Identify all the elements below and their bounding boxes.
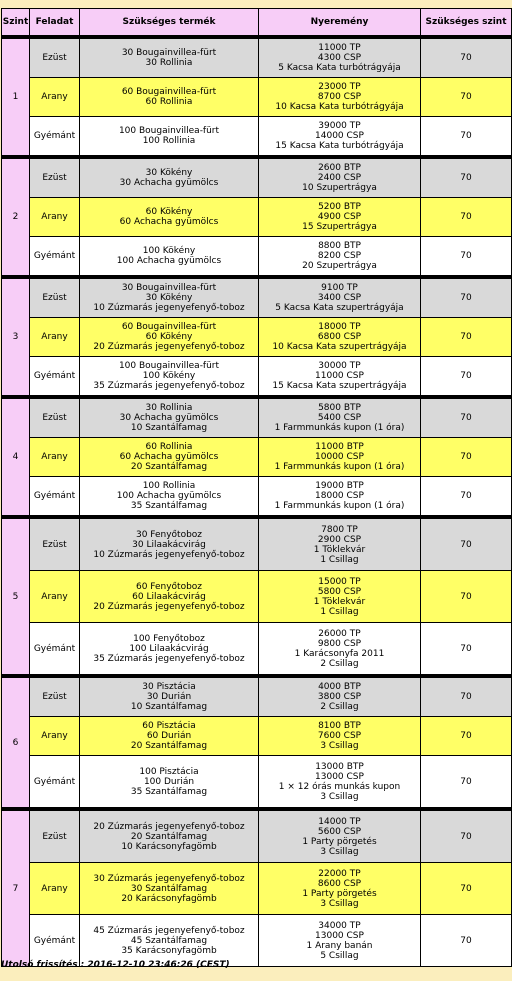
required-item: 60 Bougainvillea-fürt — [121, 87, 217, 97]
required-level-cell: 70 — [421, 159, 512, 198]
reward-item: 9800 CSP — [317, 638, 362, 649]
required-item: 45 Szantálfamag — [130, 935, 208, 946]
task-tier-cell: Gyémánt — [30, 477, 80, 516]
reward-cell — [259, 811, 421, 863]
required-item: 30 Achacha gyümölcs — [119, 413, 219, 423]
level-cell: 3 — [2, 279, 30, 396]
reward-item: 2 Csillag — [320, 658, 359, 669]
table-row — [2, 78, 512, 117]
header-required-products: Szükséges termék — [80, 9, 259, 36]
required-products-cell — [80, 571, 259, 623]
required-item: 100 Achacha gyümölcs — [116, 256, 222, 266]
reward-item: 19000 BTP — [315, 481, 364, 491]
table-row — [2, 571, 512, 623]
table-row — [2, 159, 512, 198]
reward-item: 5600 CSP — [317, 826, 362, 837]
required-item: 20 Zúzmarás jegenyefenyő-toboz — [93, 601, 245, 612]
reward-item: 26000 TP — [318, 628, 361, 639]
required-item: 20 Szantálfamag — [130, 831, 208, 842]
table-row — [2, 318, 512, 357]
reward-item: 10 Kacsa Kata szupertrágyája — [272, 342, 407, 352]
task-tier-cell: Arany — [30, 438, 80, 477]
required-item: 100 Pisztácia — [139, 766, 199, 777]
task-tier-cell: Arany — [30, 717, 80, 756]
reward-item: 1 × 12 órás munkás kupon — [278, 781, 401, 792]
reward-item: 1 Karácsonyfa 2011 — [294, 648, 385, 659]
quest-table — [1, 8, 512, 967]
required-products-cell — [80, 519, 259, 571]
task-tier-cell: Arany — [30, 318, 80, 357]
required-level-cell: 70 — [421, 438, 512, 477]
reward-item: 1 Party pörgetés — [302, 836, 377, 847]
header-reward: Nyeremény — [259, 9, 421, 36]
required-level-cell: 70 — [421, 279, 512, 318]
required-products-cell — [80, 78, 259, 117]
reward-item: 1 Csillag — [320, 554, 359, 565]
required-products-cell — [80, 863, 259, 915]
reward-item: 3400 CSP — [317, 293, 362, 303]
required-item: 100 Kökény — [142, 371, 196, 381]
reward-item: 5 Csillag — [320, 950, 359, 961]
required-item: 30 Bougainvillea-fürt — [121, 283, 217, 293]
reward-item: 4900 CSP — [317, 212, 362, 222]
table-row — [2, 39, 512, 78]
required-item: 30 Pisztácia — [142, 682, 196, 692]
reward-item: 39000 TP — [318, 121, 361, 131]
reward-item: 14000 CSP — [315, 131, 364, 141]
reward-item: 3 Csillag — [320, 846, 359, 857]
reward-item: 1 Arany banán — [306, 940, 373, 951]
reward-item: 15 Kacsa Kata turbótrágyája — [275, 141, 404, 151]
required-level-cell: 70 — [421, 78, 512, 117]
header-task: Feladat — [30, 9, 80, 36]
required-products-cell — [80, 623, 259, 675]
required-products-cell — [80, 811, 259, 863]
required-item: 20 Szantálfamag — [130, 741, 208, 751]
required-item: 30 Bougainvillea-fürt — [121, 48, 217, 58]
table-row — [2, 237, 512, 276]
task-tier-cell: Ezüst — [30, 39, 80, 78]
reward-cell — [259, 438, 421, 477]
reward-item: 10 Kacsa Kata turbótrágyája — [275, 102, 404, 112]
required-products-cell — [80, 279, 259, 318]
reward-item: 13000 BTP — [315, 761, 364, 772]
reward-item: 2900 CSP — [317, 534, 362, 545]
reward-item: 10 Szupertrágya — [302, 183, 377, 193]
required-item: 100 Rollinia — [142, 136, 196, 146]
reward-item: 18000 TP — [318, 322, 361, 332]
level-cell: 5 — [2, 519, 30, 675]
task-tier-cell: Gyémánt — [30, 756, 80, 808]
table-row — [2, 756, 512, 808]
reward-item: 18000 CSP — [315, 491, 364, 501]
required-level-cell: 70 — [421, 318, 512, 357]
required-item: 10 Zúzmarás jegenyefenyő-toboz — [93, 549, 245, 560]
reward-cell — [259, 78, 421, 117]
reward-item: 7800 TP — [321, 524, 358, 535]
required-item: 100 Lilaakácvirág — [129, 643, 209, 654]
reward-item: 1 Csillag — [320, 606, 359, 617]
level-cell: 6 — [2, 678, 30, 808]
required-products-cell — [80, 318, 259, 357]
required-item: 20 Zúzmarás jegenyefenyő-toboz — [93, 821, 245, 832]
reward-item: 15 Kacsa Kata szupertrágyája — [272, 381, 407, 391]
header-required-level: Szükséges szint — [421, 9, 512, 36]
task-tier-cell: Arany — [30, 78, 80, 117]
reward-cell — [259, 571, 421, 623]
required-item: 35 Zúzmarás jegenyefenyő-toboz — [93, 653, 245, 664]
reward-item: 8200 CSP — [317, 251, 362, 261]
required-level-cell: 70 — [421, 237, 512, 276]
required-item: 100 Durián — [143, 776, 195, 787]
reward-cell — [259, 39, 421, 78]
reward-item: 15 Szupertrágya — [302, 222, 377, 232]
required-item: 30 Rollinia — [145, 403, 193, 413]
reward-item: 14000 TP — [318, 816, 361, 827]
required-item: 10 Szantálfamag — [130, 423, 208, 433]
reward-item: 1 Töklekvár — [313, 544, 366, 555]
reward-item: 1 Party pörgetés — [302, 888, 377, 899]
reward-item: 11000 BTP — [315, 442, 364, 452]
required-item: 60 Kökény — [145, 332, 193, 342]
reward-cell — [259, 357, 421, 396]
required-products-cell — [80, 237, 259, 276]
table-row — [2, 117, 512, 156]
required-item: 60 Bougainvillea-fürt — [121, 322, 217, 332]
reward-item: 22000 TP — [318, 868, 361, 879]
required-level-cell: 70 — [421, 756, 512, 808]
required-level-cell: 70 — [421, 717, 512, 756]
task-tier-cell: Arany — [30, 863, 80, 915]
required-item: 35 Szantálfamag — [130, 786, 208, 797]
required-item: 60 Rollinia — [145, 442, 193, 452]
table-row — [2, 519, 512, 571]
table-row — [2, 477, 512, 516]
reward-item: 30000 TP — [318, 361, 361, 371]
required-level-cell: 70 — [421, 519, 512, 571]
required-level-cell: 70 — [421, 915, 512, 967]
reward-item: 5800 BTP — [318, 403, 361, 413]
reward-item: 4000 BTP — [318, 682, 361, 692]
reward-item: 20 Szupertrágya — [302, 261, 377, 271]
reward-cell — [259, 756, 421, 808]
reward-item: 3 Csillag — [320, 898, 359, 909]
required-level-cell: 70 — [421, 198, 512, 237]
reward-item: 1 Töklekvár — [313, 596, 366, 607]
table-row — [2, 623, 512, 675]
table-row — [2, 357, 512, 396]
reward-item: 8100 BTP — [318, 721, 361, 731]
reward-item: 3 Csillag — [320, 791, 359, 802]
reward-cell — [259, 279, 421, 318]
reward-item: 9100 TP — [321, 283, 358, 293]
required-item: 60 Lilaakácvirág — [132, 591, 206, 602]
required-item: 100 Bougainvillea-fürt — [118, 361, 220, 371]
table-row — [2, 279, 512, 318]
required-products-cell — [80, 717, 259, 756]
task-tier-cell: Ezüst — [30, 811, 80, 863]
required-item: 100 Rollinia — [142, 481, 196, 491]
required-item: 100 Bougainvillea-fürt — [118, 126, 220, 136]
required-item: 30 Kökény — [145, 168, 193, 178]
required-level-cell: 70 — [421, 811, 512, 863]
required-item: 60 Achacha gyümölcs — [119, 452, 219, 462]
required-item: 30 Szantálfamag — [130, 883, 208, 894]
required-item: 20 Szantálfamag — [130, 462, 208, 472]
required-products-cell — [80, 756, 259, 808]
required-item: 35 Karácsonyfagömb — [121, 945, 217, 956]
task-tier-cell: Ezüst — [30, 678, 80, 717]
task-tier-cell: Gyémánt — [30, 915, 80, 967]
required-level-cell: 70 — [421, 623, 512, 675]
required-level-cell: 70 — [421, 477, 512, 516]
required-level-cell: 70 — [421, 399, 512, 438]
reward-item: 10000 CSP — [315, 452, 364, 462]
reward-item: 3 Csillag — [320, 741, 359, 751]
reward-item: 23000 TP — [318, 82, 361, 92]
required-item: 30 Fenyőtoboz — [135, 529, 203, 540]
reward-item: 11000 TP — [318, 43, 361, 53]
required-item: 35 Zúzmarás jegenyefenyő-toboz — [93, 381, 245, 391]
required-products-cell — [80, 198, 259, 237]
reward-item: 13000 CSP — [315, 771, 364, 782]
required-item: 30 Kökény — [145, 293, 193, 303]
table-row — [2, 811, 512, 863]
required-level-cell: 70 — [421, 678, 512, 717]
required-item: 60 Fenyőtoboz — [135, 581, 203, 592]
required-item: 60 Pisztácia — [142, 721, 196, 731]
reward-cell — [259, 477, 421, 516]
required-item: 30 Lilaakácvirág — [132, 539, 206, 550]
reward-cell — [259, 863, 421, 915]
reward-item: 1 Farmmunkás kupon (1 óra) — [274, 462, 405, 472]
required-products-cell — [80, 357, 259, 396]
task-tier-cell: Gyémánt — [30, 357, 80, 396]
level-cell: 7 — [2, 811, 30, 967]
reward-item: 2 Csillag — [320, 702, 359, 712]
reward-cell — [259, 519, 421, 571]
required-item: 10 Zúzmarás jegenyefenyő-toboz — [93, 303, 245, 313]
required-products-cell — [80, 678, 259, 717]
reward-item: 4300 CSP — [317, 53, 362, 63]
reward-item: 5 Kacsa Kata turbótrágyája — [278, 63, 401, 73]
required-level-cell: 70 — [421, 571, 512, 623]
header-level: Szint — [2, 9, 30, 36]
level-cell: 1 — [2, 39, 30, 156]
table-row — [2, 438, 512, 477]
reward-item: 2600 BTP — [318, 163, 361, 173]
reward-item: 5 Kacsa Kata szupertrágyája — [275, 303, 404, 313]
required-products-cell — [80, 117, 259, 156]
required-level-cell: 70 — [421, 117, 512, 156]
reward-item: 6800 CSP — [317, 332, 362, 342]
reward-cell — [259, 318, 421, 357]
reward-item: 1 Farmmunkás kupon (1 óra) — [274, 423, 405, 433]
reward-item: 15000 TP — [318, 576, 361, 587]
required-products-cell — [80, 477, 259, 516]
reward-item: 2400 CSP — [317, 173, 362, 183]
required-item: 35 Szantálfamag — [130, 501, 208, 511]
required-item: 60 Durián — [146, 731, 192, 741]
required-item: 60 Kökény — [145, 207, 193, 217]
required-level-cell: 70 — [421, 39, 512, 78]
required-item: 100 Achacha gyümölcs — [116, 491, 222, 501]
required-item: 20 Karácsonyfagömb — [121, 893, 217, 904]
reward-cell — [259, 623, 421, 675]
task-tier-cell: Gyémánt — [30, 237, 80, 276]
level-cell: 4 — [2, 399, 30, 516]
required-item: 45 Zúzmarás jegenyefenyő-toboz — [93, 925, 245, 936]
required-item: 30 Rollinia — [145, 58, 193, 68]
task-tier-cell: Ezüst — [30, 159, 80, 198]
required-products-cell — [80, 39, 259, 78]
reward-cell — [259, 159, 421, 198]
task-tier-cell: Ezüst — [30, 399, 80, 438]
reward-item: 8800 BTP — [318, 241, 361, 251]
reward-cell — [259, 717, 421, 756]
reward-item: 8700 CSP — [317, 92, 362, 102]
task-tier-cell: Gyémánt — [30, 623, 80, 675]
reward-cell — [259, 915, 421, 967]
reward-item: 3800 CSP — [317, 692, 362, 702]
task-tier-cell: Arany — [30, 198, 80, 237]
required-item: 100 Kökény — [142, 246, 196, 256]
table-row — [2, 717, 512, 756]
required-products-cell — [80, 438, 259, 477]
reward-item: 8600 CSP — [317, 878, 362, 889]
required-level-cell: 70 — [421, 863, 512, 915]
reward-cell — [259, 678, 421, 717]
table-row — [2, 678, 512, 717]
required-products-cell — [80, 915, 259, 967]
reward-cell — [259, 399, 421, 438]
required-item: 30 Zúzmarás jegenyefenyő-toboz — [93, 873, 245, 884]
reward-cell — [259, 117, 421, 156]
reward-item: 13000 CSP — [315, 930, 364, 941]
reward-item: 34000 TP — [318, 920, 361, 931]
table-row — [2, 863, 512, 915]
table-header-row — [2, 9, 512, 36]
task-tier-cell: Gyémánt — [30, 117, 80, 156]
reward-item: 1 Farmmunkás kupon (1 óra) — [274, 501, 405, 511]
required-item: 60 Achacha gyümölcs — [119, 217, 219, 227]
reward-item: 5800 CSP — [317, 586, 362, 597]
table-row — [2, 915, 512, 967]
task-tier-cell: Ezüst — [30, 519, 80, 571]
required-products-cell — [80, 399, 259, 438]
last-updated: Utolsó frissítés : 2016-12-10 23:46:26 (CEST) — [1, 960, 230, 970]
reward-item: 5400 CSP — [317, 413, 362, 423]
reward-cell — [259, 198, 421, 237]
task-tier-cell: Arany — [30, 571, 80, 623]
required-level-cell: 70 — [421, 357, 512, 396]
table-row — [2, 198, 512, 237]
reward-item: 11000 CSP — [315, 371, 364, 381]
level-cell: 2 — [2, 159, 30, 276]
required-item: 10 Karácsonyfagömb — [121, 841, 217, 852]
required-item: 60 Rollinia — [145, 97, 193, 107]
required-item: 20 Zúzmarás jegenyefenyő-toboz — [93, 342, 245, 352]
required-item: 100 Fenyőtoboz — [133, 633, 205, 644]
required-item: 30 Achacha gyümölcs — [119, 178, 219, 188]
reward-item: 5200 BTP — [318, 202, 361, 212]
required-products-cell — [80, 159, 259, 198]
reward-cell — [259, 237, 421, 276]
table-row — [2, 399, 512, 438]
required-item: 10 Szantálfamag — [130, 702, 208, 712]
task-tier-cell: Ezüst — [30, 279, 80, 318]
reward-item: 7600 CSP — [317, 731, 362, 741]
required-item: 30 Durián — [146, 692, 192, 702]
